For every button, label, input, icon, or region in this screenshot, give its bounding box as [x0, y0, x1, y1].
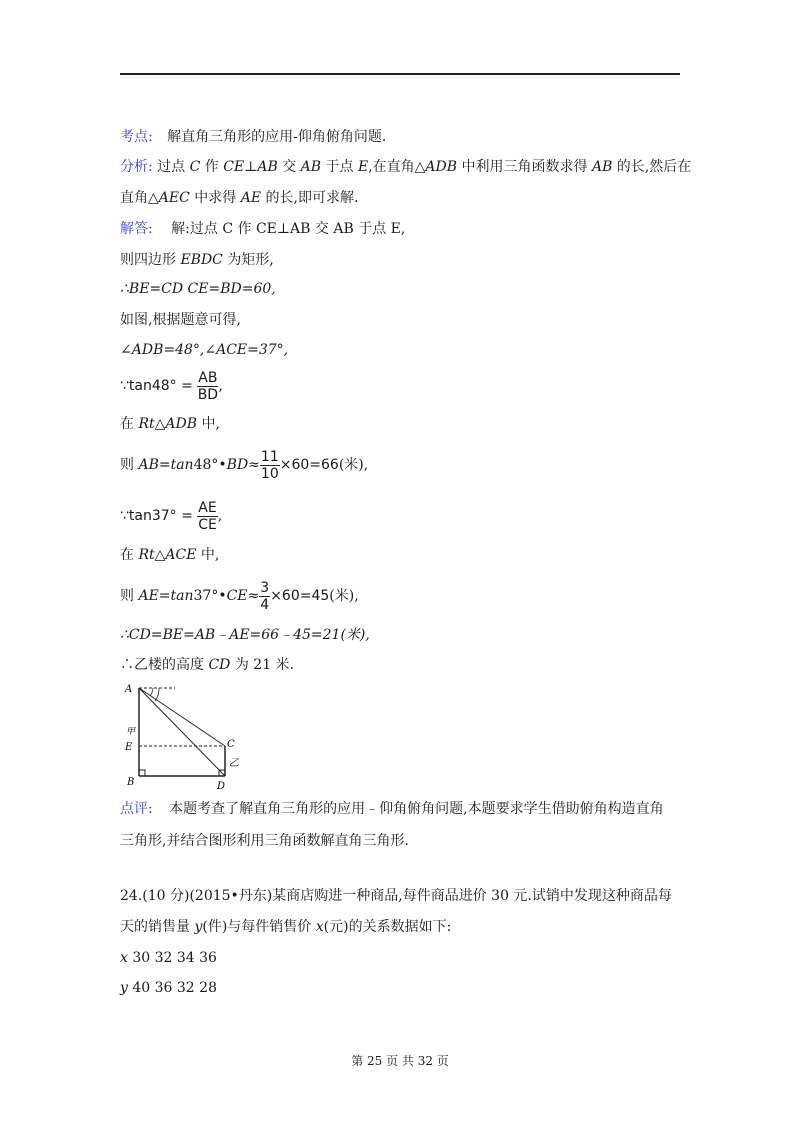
- fenxi-text: CE⊥AB: [223, 159, 278, 175]
- jieda-line-11: [120, 576, 359, 616]
- fraction: [197, 370, 218, 403]
- fraction-numerator: AE: [198, 499, 217, 516]
- q24-text: 24.(10 分)(2015•丹东)某商店购进一种商品,每件商品进价 30 元.试销中发现这种商品每: [120, 888, 672, 904]
- jieda-text: AB=tan: [138, 457, 194, 473]
- jieda-text: Rt: [138, 416, 155, 432]
- jieda-text: Rt: [138, 547, 155, 563]
- q24-text: x: [315, 919, 324, 935]
- fenxi-text: AE: [240, 190, 262, 206]
- jieda-line-10: [120, 545, 219, 565]
- jieda-text: ∠ADB=48°,∠ACE=37°,: [120, 342, 289, 358]
- fenxi-line-1: [120, 157, 691, 177]
- dianping-line-1: [120, 799, 664, 819]
- fenxi-text: 于点: [321, 159, 358, 175]
- fenxi-text: 中求得: [189, 190, 241, 206]
- kaodian-text: 解直角三角形的应用-仰角俯角问题.: [167, 129, 387, 145]
- jieda-line-8: [120, 445, 368, 485]
- jieda-text: ×60=45: [270, 588, 330, 604]
- jieda-text: CD: [208, 657, 231, 673]
- fenxi-text: ,在直角△: [368, 159, 426, 175]
- jieda-text: ACE: [165, 547, 197, 563]
- fenxi-text: 作: [200, 159, 224, 175]
- fenxi-text: 的长,然后在: [612, 159, 692, 175]
- dianping-line-2: [120, 831, 409, 851]
- fenxi-line-2: [120, 188, 358, 208]
- jieda-text: 中,: [196, 547, 220, 563]
- q24-x-label: x: [120, 950, 128, 966]
- fenxi-text: AEC: [158, 190, 190, 206]
- fenxi-text: E: [357, 159, 369, 175]
- q24-y-values: 40 36 32 28: [127, 980, 217, 996]
- jieda-line-13: [120, 655, 294, 675]
- jieda-text: △: [154, 547, 166, 563]
- kaodian-label: 考点:: [120, 129, 153, 145]
- fraction-denominator: 10: [260, 465, 279, 482]
- jieda-line-4: [120, 310, 241, 330]
- right-angle-b: [139, 770, 145, 776]
- angle-arc-1: [150, 688, 153, 696]
- label-b: B: [127, 777, 135, 788]
- fraction: [260, 449, 280, 482]
- fenxi-text: 过点: [157, 159, 190, 175]
- fraction-numerator: 3: [260, 579, 270, 596]
- fenxi-label: 分析:: [120, 159, 153, 175]
- jieda-text: 为矩形,: [222, 252, 274, 268]
- jieda-text: ,: [218, 378, 223, 394]
- geometry-diagram: [115, 682, 255, 794]
- page-footer: 第 25 页 共 32 页: [351, 1054, 449, 1068]
- kaodian-line: [120, 127, 386, 147]
- jieda-line-2: [120, 250, 274, 270]
- jieda-line-3: [120, 279, 276, 299]
- fraction: [259, 580, 270, 613]
- jieda-text: ∴BE=CD CE=BD=60,: [120, 281, 276, 297]
- jieda-text: 37°•: [193, 588, 227, 604]
- q24-y-label: y: [120, 980, 128, 996]
- jieda-text: (米),: [329, 588, 359, 604]
- jieda-text: (米),: [338, 457, 369, 473]
- fenxi-text: 中利用三角函数求得: [457, 159, 592, 175]
- label-jia: 甲: [126, 727, 136, 737]
- q24-text: (件)与每件销售价: [202, 919, 316, 935]
- fenxi-text: 直角△: [120, 190, 159, 206]
- jieda-line-9: [120, 498, 222, 534]
- jieda-text: ×60=66: [279, 457, 339, 473]
- jieda-text: 在: [120, 547, 139, 563]
- jieda-text: ,: [217, 508, 223, 524]
- q24-x-values: 30 32 34 36: [127, 950, 217, 966]
- jieda-text: ≈: [247, 588, 260, 604]
- q24-line-1: [120, 886, 672, 906]
- jieda-text: ≈: [248, 457, 260, 473]
- fenxi-text: AB: [591, 159, 613, 175]
- jieda-label: 解答:: [120, 221, 153, 237]
- label-d: D: [217, 781, 226, 792]
- jieda-text: △: [154, 416, 166, 432]
- q24-y-row: [120, 978, 217, 998]
- fraction-numerator: AB: [198, 369, 218, 386]
- jieda-line-7: [120, 414, 220, 434]
- jieda-line-6: [120, 368, 223, 404]
- jieda-text: ∴乙楼的高度: [120, 657, 209, 673]
- label-c: C: [227, 739, 235, 750]
- label-a: A: [125, 684, 133, 695]
- label-e: E: [125, 742, 133, 753]
- jieda-text: 中,: [197, 416, 220, 432]
- line-ad: [139, 688, 225, 776]
- q24-text: 天的销售量: [120, 919, 195, 935]
- jieda-text: ∵tan48° =: [120, 378, 193, 394]
- jieda-text: ∵tan37° =: [120, 508, 193, 524]
- fraction: [197, 500, 217, 533]
- fenxi-text: 交: [277, 159, 301, 175]
- q24-x-row: [120, 948, 217, 968]
- jieda-text: 则四边形: [120, 252, 181, 268]
- jieda-text: 如图,根据题意可得,: [120, 312, 241, 328]
- jieda-text: CE: [226, 588, 248, 604]
- jieda-text: 为 21 米.: [230, 657, 295, 673]
- label-yi: 乙: [229, 758, 239, 769]
- q24-line-2: [120, 917, 451, 937]
- jieda-text: ADB: [165, 416, 198, 432]
- jieda-text: ∴CD=BE=AB﹣AE=66﹣45=21(米),: [120, 627, 370, 643]
- jieda-text: EBDC: [180, 252, 223, 268]
- fenxi-text: 的长,即可求解.: [261, 190, 359, 206]
- fraction-denominator: CE: [198, 516, 217, 533]
- jieda-text: 则: [120, 457, 139, 473]
- jieda-text: AE=tan: [138, 588, 194, 604]
- fenxi-text: C: [189, 159, 201, 175]
- jieda-text: BD: [226, 457, 249, 473]
- fraction-numerator: 11: [260, 448, 279, 465]
- jieda-text: 在: [120, 416, 139, 432]
- q24-text: (元)的关系数据如下:: [323, 919, 452, 935]
- jieda-text: 则: [120, 588, 139, 604]
- fenxi-text: AB: [300, 159, 322, 175]
- fenxi-text: ADB: [425, 159, 458, 175]
- jieda-text: 48°•: [193, 457, 227, 473]
- dianping-text: 三角形,并结合图形利用三角函数解直角三角形.: [120, 833, 409, 849]
- jieda-line-1: [120, 219, 405, 239]
- dianping-label: 点评:: [120, 801, 153, 817]
- dianping-text: 本题考查了解直角三角形的应用﹣仰角俯角问题,本题要求学生借助俯角构造直角: [169, 801, 664, 817]
- jieda-line-5: [120, 340, 288, 360]
- fraction-denominator: BD: [197, 386, 219, 403]
- jieda-line-12: [120, 625, 370, 645]
- line-ac: [139, 688, 225, 746]
- jieda-text: 解:过点 C 作 CE⊥AB 交 AB 于点 E,: [171, 221, 406, 237]
- q24-text: y: [194, 919, 203, 935]
- header-rule: [120, 73, 680, 75]
- fraction-denominator: 4: [260, 596, 270, 613]
